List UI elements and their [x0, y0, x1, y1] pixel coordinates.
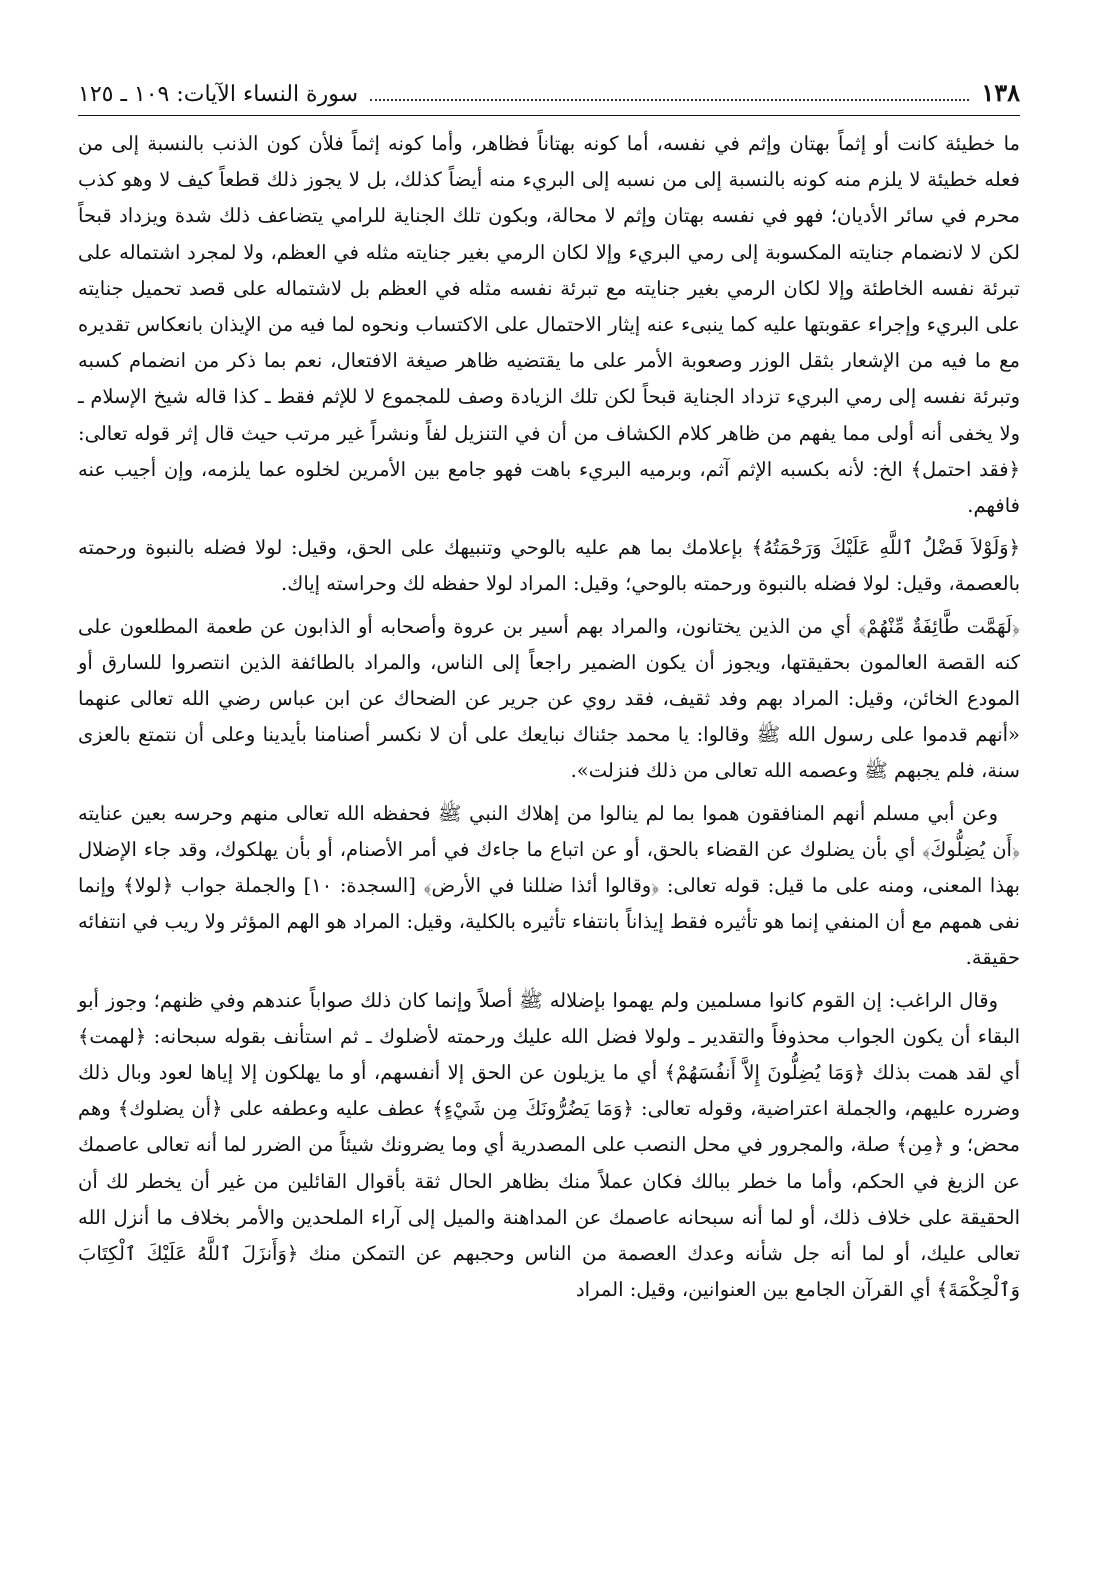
paragraph: ما خطيئة كانت أو إثماً بهتان وإثم في نفسه، أما كونه بهتاناً فظاهر، وأما كونه إثماً فلأن كون الذنب بالنسبة إلى من فعله خطيئة لا يلزم منه كونه بالنسبة إلى من نسبه إلى البريء منه أيضاً كذلك، بل لا يجوز ذلك قطعاً كيف لا وهو كذب محرم في سائر الأديان؛ فهو في نفسه بهتان وإثم لا محالة، وبكون تلك الجناية للرامي يتضاعف ذلك شدة ويزداد قبحاً لكن لا لانضمام جنايته المكسوبة إلى رمي البريء وإلا لكان الرمي بغير جنايته مثله في العظم، ولا لمجرد اشتماله على تبرئة نفسه الخاطئة وإلا لكان الرمي بغير جنايته مع تبرئة نفسه مثله في العظم بل لاشتماله على قصد تحميل جنايته على البريء وإجراء عقوبتها عليه كما ينبىء عنه إيثار الاحتمال على الاكتساب ونحوه لما فيه من الإيذان بانعكاس تقديره مع ما فيه من الإشعار بثقل الوزر وصعوبة الأمر على ما يقتضيه ظاهر صيغة الافتعال، نعم بما ذكر من انضمام كسبه وتبرئة نفسه إلى رمي البريء تزداد الجناية قبحاً لكن تلك الزيادة وصف للمجموع لا للإثم فقط ـ كذا قاله شيخ الإسلام ـ ولا يخفى أنه أولى مما يفهم من ظاهر كلام الكشاف من أن في التنزيل لفاً ونشراً غير مرتب حيث قال إثر قوله تعالى: ﴿فقد احتمل﴾ الخ: لأنه بكسبه الإثم آثم، وبرميه البريء باهت فهو جامع بين الأمرين لخلوه عما يلزمه، وإن أجيب عنه فافهم. — [78, 132, 1020, 518]
page-number: ١٣٨ — [981, 78, 1020, 107]
paragraph: وعن أبي مسلم أنهم المنافقون هموا بما لم ينالوا من إهلاك النبي ﷺ فحفظه الله تعالى منهم وحرسه بعين عنايته ﴿أَن يُضِلُّوكَ﴾ أي بأن يضلوك عن القضاء بالحق، أو عن اتباع ما جاءك في أمر الأصنام، أو بأن يهلكوك، وقد جاء الإضلال بهذا المعنى، ومنه على ما قيل: قوله تعالى: ﴿وقالوا أئذا ضللنا في الأرض﴾ [السجدة: ١٠] والجملة جواب ﴿لولا﴾ وإنما نفى همهم مع أن المنفي إنما هو تأثيره فقط إيذاناً بانتفاء تأثيره بالكلية، وقيل: المراد هو الهم المؤثر ولا ريب في انتفائه حقيقة. — [78, 801, 1020, 970]
page-body — [78, 126, 1020, 1309]
paragraph: ﴿لَهَمَّت طَّائِفَةٌ مِّنْهُمْ﴾ أي من الذين يختانون، والمراد بهم أسير بن عروة وأصحابه أو الذابون عن طعمة المطلعون على كنه القصة العالمون بحقيقتها، ويجوز أن يكون الضمير راجعاً إلى الناس، والمراد بالطائفة الذين انتصروا للسارق أو المودع الخائن، وقيل: المراد بهم وفد ثقيف، فقد روي عن جرير عن الضحاك عن ابن عباس رضي الله تعالى عنهما «أنهم قدموا على رسول الله ﷺ وقالوا: يا محمد جئناك نبايعك على أن لا نكسر أصنامنا بأيدينا وعلى أن نتمتع بالعزى سنة، فلم يجبهم ﷺ وعصمه الله تعالى من ذلك فنزلت». — [78, 614, 1020, 783]
paragraph: وقال الراغب: إن القوم كانوا مسلمين ولم يهموا بإضلاله ﷺ أصلاً وإنما كان ذلك صواباً عندهم وفي ظنهم؛ وجوز أبو البقاء أن يكون الجواب محذوفاً والتقدير ـ ولولا فضل الله عليك ورحمته لأضلوك ـ ثم استأنف بقوله سبحانه: ﴿لهمت﴾ أي لقد همت بذلك ﴿وَمَا يُضِلُّونَ إِلاَّ أَنفُسَهُمْ﴾ أي ما يزيلون عن الحق إلا أنفسهم، أو ما يهلكون إلا إياها لعود وبال ذلك وضرره عليهم، والجملة اعتراضية، وقوله تعالى: ﴿وَمَا يَضُرُّونَكَ مِن شَيْءٍ﴾ عطف عليه وعطفه على ﴿أن يضلوك﴾ وهم محض؛ و ﴿مِن﴾ صلة، والمجرور في محل النصب على المصدرية أي وما يضرونك شيئاً من الضرر لما أنه تعالى عاصمك عن الزيغ في الحكم، وأما ما خطر ببالك فكان عملاً منك بظاهر الحال ثقة بأقوال القائلين من غير أن يخطر لك أن الحقيقة على خلاف ذلك، أو لما أنه سبحانه عاصمك عن المداهنة والميل إلى آراء الملحدين والأمر بخلاف ما أنزل الله تعالى عليك، أو لما أنه جل شأنه وعدك العصمة من الناس وحجبهم عن التمكن منك ﴿وَأَنزَلَ ٱللَّهُ عَلَيْكَ ٱلْكِتَابَ وَٱلْحِكْمَةَ﴾ أي القرآن الجامع بين العنوانين، وقيل: المراد — [78, 988, 1020, 1302]
running-title: سورة النساء الآيات: ١٠٩ ـ ١٢٥ — [78, 82, 359, 107]
paragraph: ﴿وَلَوْلاَ فَضْلُ ٱللَّهِ عَلَيْكَ وَرَحْمَتُهُ﴾ بإعلامك بما هم عليه بالوحي وتنبيهك على الحق، وقيل: لولا فضله بالنبوة ورحمته بالعصمة، وقيل: لولا فضله بالنبوة ورحمته بالوحي؛ وقيل: المراد لولا حفظه لك وحراسته إياك. — [78, 536, 1020, 596]
header-dotted-leader — [370, 99, 969, 101]
page-header — [78, 78, 1020, 116]
